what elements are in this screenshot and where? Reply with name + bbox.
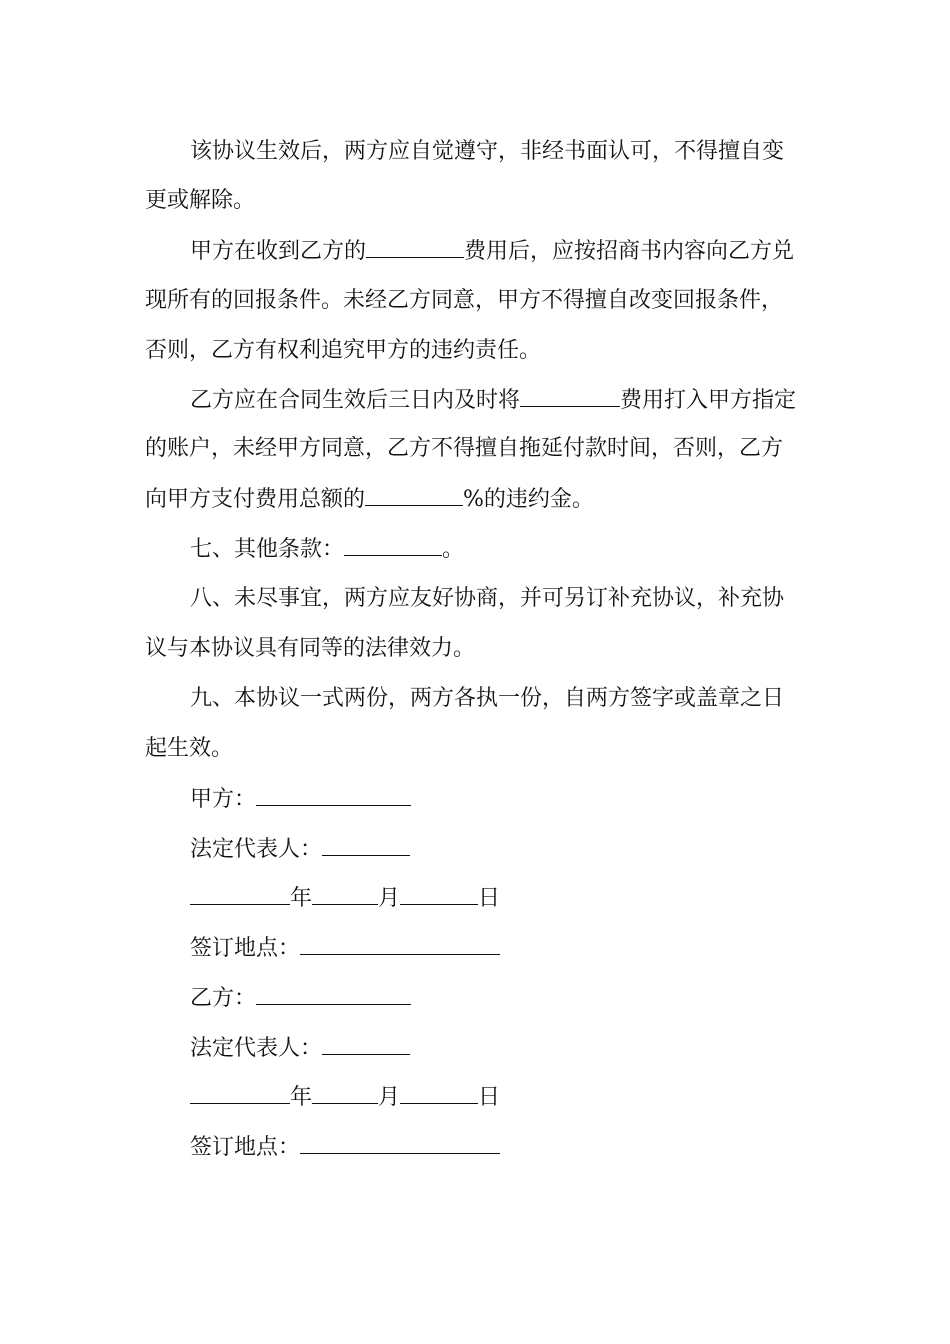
party-b-label: 乙方：: [190, 986, 257, 1011]
party-a-label: 甲方：: [190, 787, 257, 812]
year-label: 年: [290, 886, 313, 911]
fee-blank[interactable]: [520, 384, 620, 407]
month-blank[interactable]: [312, 882, 378, 905]
month-label: 月: [378, 886, 401, 911]
line-text: 费用打入甲方指定: [620, 388, 797, 413]
paragraph-line: [145, 483, 810, 516]
party-a-date-line: [190, 882, 855, 915]
party-b-line: [190, 982, 855, 1015]
day-blank[interactable]: [400, 882, 478, 905]
party-b-rep-line: [190, 1032, 855, 1065]
line-text: 乙方应在合同生效后三日内及时将: [190, 388, 521, 413]
party-a-place-blank[interactable]: [300, 932, 500, 955]
party-b-rep-blank[interactable]: [322, 1032, 410, 1055]
line-text: 否则，乙方有权利追究甲方的违约责任。: [145, 338, 542, 363]
paragraph-line: [190, 533, 855, 566]
line-text: 的账户，未经甲方同意，乙方不得擅自拖延付款时间，否则，乙方: [145, 436, 784, 461]
line-text: 八、未尽事宜，两方应友好协商，并可另订补充协议，补充协: [190, 586, 785, 611]
paragraph-line: [145, 285, 810, 317]
line-text: 费用后，应按招商书内容向乙方兑: [464, 239, 795, 264]
line-text: %的违约金。: [463, 487, 594, 512]
place-label: 签订地点：: [190, 1135, 301, 1160]
rep-label: 法定代表人：: [190, 837, 323, 862]
other-terms-blank[interactable]: [344, 533, 442, 556]
rep-label: 法定代表人：: [190, 1036, 323, 1061]
line-text: 更或解除。: [145, 188, 256, 213]
line-text: 向甲方支付费用总额的: [145, 487, 366, 512]
paragraph-line: [145, 633, 810, 665]
party-b-place-blank[interactable]: [300, 1131, 500, 1154]
paragraph-line: [145, 433, 810, 465]
paragraph-line: [145, 335, 810, 367]
paragraph-line: [190, 235, 855, 268]
percentage-blank[interactable]: [365, 483, 463, 506]
paragraph-line: [190, 683, 855, 715]
year-blank[interactable]: [190, 882, 290, 905]
party-a-rep-line: [190, 833, 855, 866]
line-text: 九、本协议一式两份，两方各执一份，自两方签字或盖章之日: [190, 686, 785, 711]
line-text: 议与本协议具有同等的法律效力。: [145, 636, 476, 661]
paragraph-line: [190, 583, 855, 615]
year-label: 年: [290, 1085, 313, 1110]
line-text: 该协议生效后，两方应自觉遵守，非经书面认可，不得擅自变: [190, 139, 785, 164]
party-b-date-line: [190, 1081, 855, 1114]
day-blank[interactable]: [400, 1081, 478, 1104]
line-text: 。: [442, 537, 465, 562]
month-blank[interactable]: [312, 1081, 378, 1104]
party-a-place-line: [190, 932, 855, 965]
paragraph-line: [190, 384, 855, 417]
day-label: 日: [478, 1085, 501, 1110]
line-text: 七、其他条款：: [190, 537, 345, 562]
fee-blank[interactable]: [366, 235, 464, 258]
paragraph-line: [145, 185, 810, 217]
line-text: 起生效。: [145, 736, 234, 761]
place-label: 签订地点：: [190, 936, 301, 961]
month-label: 月: [378, 1085, 401, 1110]
year-blank[interactable]: [190, 1081, 290, 1104]
party-a-line: [190, 783, 855, 816]
line-text: 现所有的回报条件。未经乙方同意，甲方不得擅自改变回报条件，: [145, 288, 784, 313]
party-a-blank[interactable]: [256, 783, 411, 806]
party-b-place-line: [190, 1131, 855, 1164]
day-label: 日: [478, 886, 501, 911]
paragraph-line: [145, 733, 810, 765]
line-text: 甲方在收到乙方的: [190, 239, 367, 264]
party-a-rep-blank[interactable]: [322, 833, 410, 856]
party-b-blank[interactable]: [256, 982, 411, 1005]
paragraph-line: [190, 136, 855, 168]
